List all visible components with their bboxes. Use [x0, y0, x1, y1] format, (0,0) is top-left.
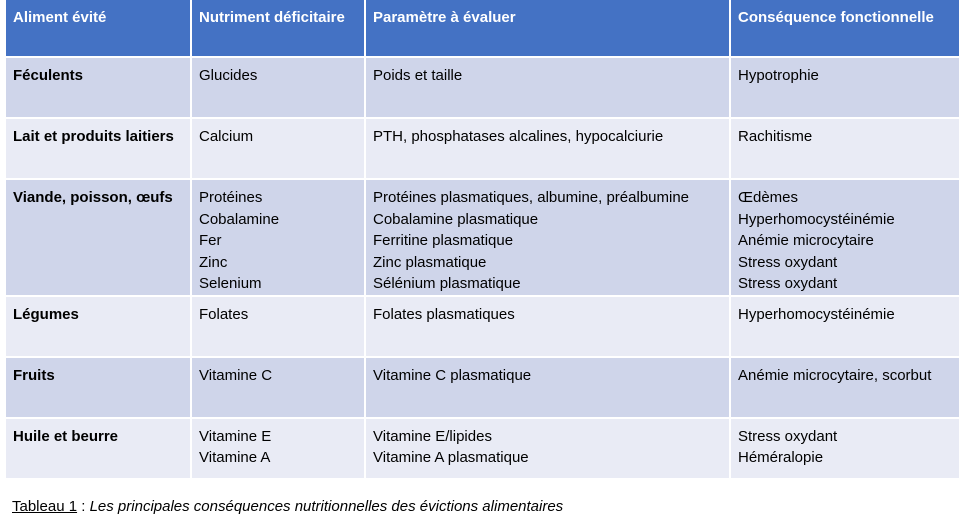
cell-parametre [365, 296, 730, 357]
cell-line: Rachitisme [738, 128, 813, 145]
cell-consequence [730, 296, 959, 357]
cell-line: Féculents [13, 67, 84, 84]
table-row [6, 118, 959, 179]
cell-line: Viande, poisson, œufs [13, 189, 173, 206]
cell-line: Stress oxydant [738, 253, 838, 271]
cell-line: Vitamine C [199, 366, 273, 384]
cell-line: Stress oxydant [738, 427, 838, 445]
caption-separator: : [77, 498, 90, 515]
header-parametre: Paramètre à évaluer [365, 0, 730, 57]
cell-nutriment [191, 357, 365, 418]
cell-line: Anémie microcytaire, scorbut [738, 366, 932, 384]
cell-line: Lait et produits laitiers [13, 128, 174, 145]
cell-line: Fer [199, 232, 222, 249]
cell-nutriment [191, 179, 365, 296]
cell-nutriment [191, 57, 365, 118]
table-body [6, 57, 959, 479]
cell-aliment [6, 179, 191, 296]
cell-line: Fruits [13, 366, 55, 384]
cell-consequence [730, 357, 959, 418]
cell-consequence [730, 179, 959, 296]
cell-line: Protéines [199, 189, 263, 206]
table-row [6, 357, 959, 418]
cell-line: Sélénium plasmatique [373, 275, 521, 292]
cell-line: Folates [199, 305, 249, 323]
cell-aliment [6, 118, 191, 179]
cell-line: Anémie microcytaire [738, 232, 874, 249]
header-row [6, 0, 959, 57]
cell-line: Cobalamine plasmatique [373, 210, 539, 228]
nutrition-table-container [6, 0, 959, 480]
cell-line: Zinc [199, 253, 228, 271]
cell-consequence [730, 118, 959, 179]
cell-line: Vitamine A [199, 449, 271, 466]
cell-aliment [6, 418, 191, 479]
cell-line: Folates plasmatiques [373, 305, 515, 323]
cell-line: Calcium [199, 128, 254, 145]
cell-line: Ferritine plasmatique [373, 232, 514, 249]
cell-parametre [365, 179, 730, 296]
cell-line: Légumes [13, 305, 79, 323]
cell-line: Selenium [199, 275, 262, 292]
cell-line: Stress oxydant [738, 275, 838, 292]
cell-line: Œdèmes [738, 189, 799, 206]
cell-parametre [365, 57, 730, 118]
cell-aliment [6, 357, 191, 418]
cell-line: Hypotrophie [738, 67, 819, 84]
cell-line: Huile et beurre [13, 427, 119, 445]
cell-nutriment [191, 296, 365, 357]
cell-aliment [6, 57, 191, 118]
cell-line: Vitamine C plasmatique [373, 366, 532, 384]
caption-label: Tableau 1 [12, 498, 78, 515]
cell-line: Zinc plasmatique [373, 253, 487, 271]
cell-consequence [730, 57, 959, 118]
cell-line: Poids et taille [373, 67, 463, 84]
table-row [6, 179, 959, 296]
cell-consequence [730, 418, 959, 479]
caption-text: Les principales conséquences nutritionnelles des évictions alimentaires [89, 498, 564, 515]
cell-line: Vitamine E [199, 427, 272, 445]
cell-line: Vitamine E/lipides [373, 427, 492, 445]
cell-line: Vitamine A plasmatique [373, 449, 529, 466]
cell-line: Protéines plasmatiques, albumine, préalbumine [373, 189, 690, 206]
cell-parametre [365, 118, 730, 179]
table-caption [12, 497, 563, 517]
table-header [6, 0, 959, 57]
cell-line: Hyperhomocystéinémie [738, 305, 895, 323]
cell-line: PTH, phosphatases alcalines, hypocalciurie [373, 128, 664, 145]
header-nutriment: Nutriment déficitaire [191, 0, 365, 57]
cell-line: Cobalamine [199, 210, 280, 228]
table-row [6, 296, 959, 357]
table-row [6, 57, 959, 118]
cell-nutriment [191, 118, 365, 179]
cell-nutriment [191, 418, 365, 479]
header-aliment: Aliment évité [6, 0, 191, 57]
cell-parametre [365, 418, 730, 479]
cell-aliment [6, 296, 191, 357]
table-row [6, 418, 959, 479]
cell-line: Hyperhomocystéinémie [738, 210, 895, 228]
nutrition-table [6, 0, 959, 480]
cell-line: Glucides [199, 67, 258, 84]
cell-parametre [365, 357, 730, 418]
header-consequence: Conséquence fonctionnelle [730, 0, 959, 57]
cell-line: Héméralopie [738, 449, 824, 466]
